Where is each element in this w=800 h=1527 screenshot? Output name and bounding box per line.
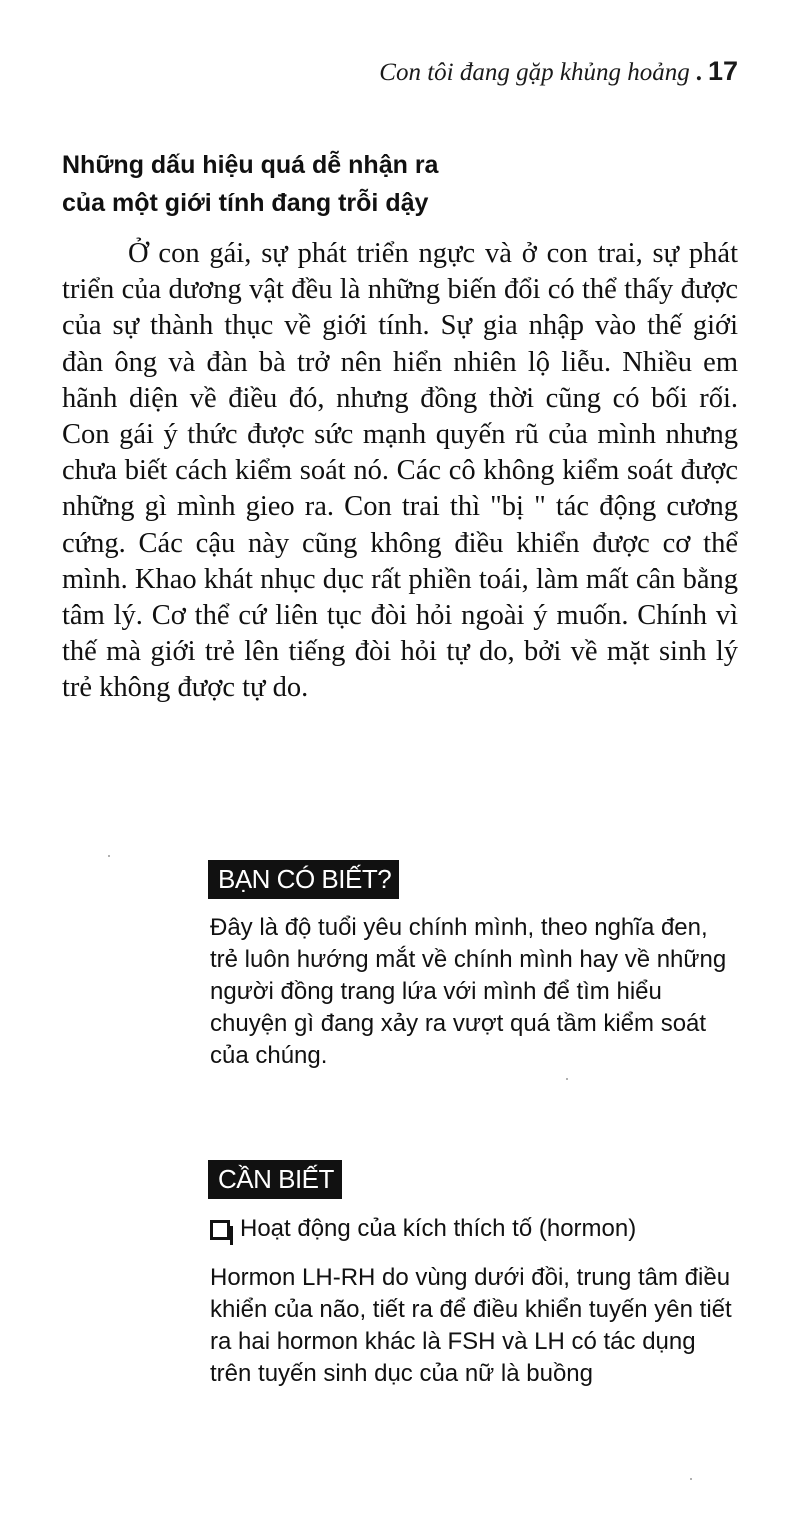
- did-you-know-label: BẠN CÓ BIẾT?: [208, 860, 399, 899]
- running-header: [379, 56, 738, 87]
- need-to-know-label: CẦN BIẾT: [208, 1160, 342, 1199]
- speck: [690, 1478, 692, 1480]
- page-number: 17: [707, 56, 738, 86]
- section-title: [62, 146, 662, 222]
- speck: [566, 1078, 568, 1080]
- running-title: Con tôi đang gặp khủng hoảng: [379, 59, 690, 86]
- header-separator: .: [695, 59, 702, 86]
- section-title-line-1: Những dấu hiệu quá dễ nhận ra: [62, 151, 439, 179]
- need-to-know-text: Hormon LH-RH do vùng dưới đồi, trung tâm điều khiển của não, tiết ra để điều khiển tuyến yên tiết ra hai hormon khác là FSH và LH có tác dụng trên tuyến sinh dục của nữ là buồng: [210, 1264, 732, 1387]
- need-to-know-item-title: Hoạt động của kích thích tố (hormon): [240, 1215, 637, 1242]
- did-you-know-text: Đây là độ tuổi yêu chính mình, theo nghĩa đen, trẻ luôn hướng mắt về chính mình hay về những người đồng trang lứa với mình để tìm hiểu chuyện gì đang xảy ra vượt quá tầm kiểm soát của chúng.: [210, 914, 727, 1069]
- need-to-know-item: [210, 1213, 636, 1245]
- checkbox-icon: [210, 1220, 230, 1240]
- speck: [108, 855, 110, 857]
- body-paragraph: Ở con gái, sự phát triển ngực và ở con trai, sự phát triển của dương vật đều là những biến đổi có thể thấy được của sự thành thục về giới tính. Sự gia nhập vào thế giới đàn ông và đàn bà trở nên hiển nhiên lộ liễu. Nhiều em hãnh diện về điều đó, nhưng đồng thời cũng có bối rối. Con gái ý thức được sức mạnh quyến rũ của mình nhưng chưa biết cách kiểm soát nó. Các cô không kiểm soát được những gì mình gieo ra. Con trai thì "bị " tác động cương cứng. Các cậu này cũng không điều khiển được cơ thể mình. Khao khát nhục dục rất phiền toái, làm mất cân bằng tâm lý. Cơ thể cứ liên tục đòi hỏi ngoài ý muốn. Chính vì thế mà giới trẻ lên tiếng đòi hỏi tự do, bởi về mặt sinh lý trẻ không được tự do.: [62, 238, 738, 704]
- section-title-line-2: của một giới tính đang trỗi dậy: [62, 189, 429, 217]
